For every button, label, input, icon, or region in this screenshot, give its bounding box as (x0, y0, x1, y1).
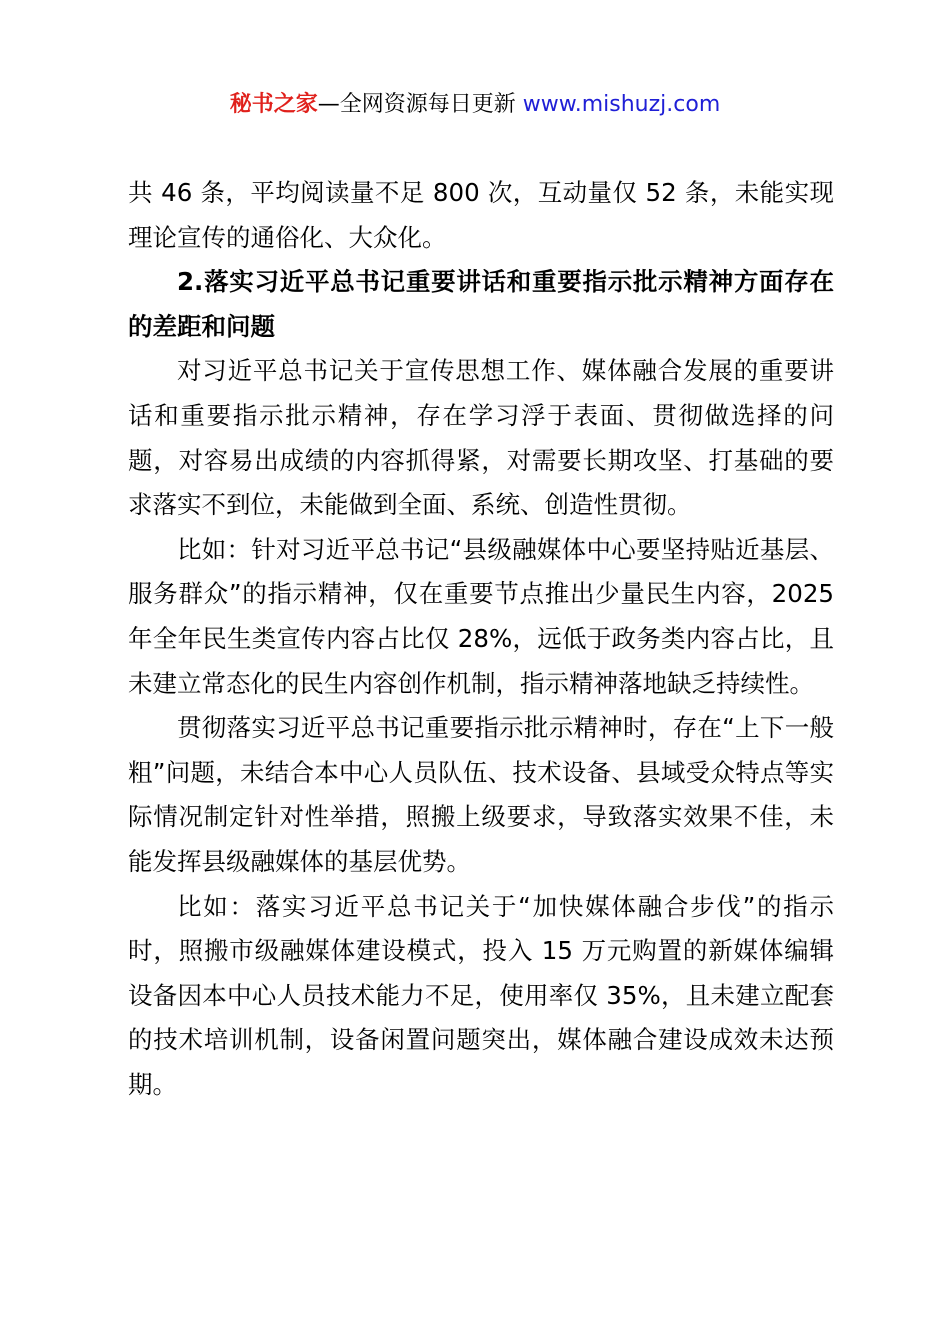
brand-name: 秘书之家 (229, 92, 318, 117)
paragraph: 对习近平总书记关于宣传思想工作、媒体融合发展的重要讲话和重要指示批示精神，存在学习浮于表面、贯彻做选择的问题，对容易出成绩的内容抓得紧，对需要长期攻坚、打基础的要求落实不到位，未能做到全面、系统、创造性贯彻。 (128, 356, 834, 520)
paragraph: 比如：针对习近平总书记“县级融媒体中心要坚持贴近基层、服务群众”的指示精神，仅在重要节点推出少量民生内容，2025 年全年民生类宣传内容占比仅 28%，远低于政务类内容占比，且未建立常态化的民生内容创作机制，指示精神落地缺乏持续性。 (128, 534, 834, 698)
site-slogan: —全网资源每日更新 (317, 92, 516, 117)
site-header (0, 88, 950, 122)
section-heading: 2.落实习近平总书记重要讲话和重要指示批示精神方面存在的差距和问题 (128, 267, 834, 341)
document-body (128, 171, 834, 1107)
paragraph: 贯彻落实习近平总书记重要指示批示精神时，存在“上下一般粗”问题，未结合本中心人员队伍、技术设备、县域受众特点等实际情况制定针对性举措，照搬上级要求，导致落实效果不佳，未能发挥县级融媒体的基层优势。 (128, 713, 834, 876)
site-url[interactable]: www.mishuzj.com (522, 92, 721, 117)
paragraph-continued: 共 46 条，平均阅读量不足 800 次，互动量仅 52 条，未能实现理论宣传的通俗化、大众化。 (128, 178, 834, 252)
paragraph: 比如：落实习近平总书记关于“加快媒体融合步伐”的指示时，照搬市级融媒体建设模式，投入 15 万元购置的新媒体编辑设备因本中心人员技术能力不足，使用率仅 35%，且未建立配套的技术培训机制，设备闲置问题突出，媒体融合建设成效未达预期。 (128, 891, 834, 1099)
